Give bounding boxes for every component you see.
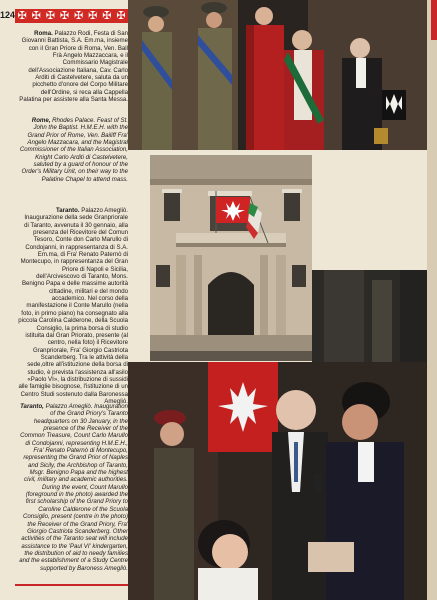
caption-text: Rhodes Palace. Feast of St. John the Baptist. H.M.E.H. with the Grand Prior of Rome, Ven. Bailiff Fra' Angelo Mazzacara, and the Magistral Commissioner of the Italian Association, Knight Carlo Arditi di Castelvetere, saluted by a guard of honour of the Order's Military Unit, on their way to the Palatine Chapel to attend mass. xyxy=(19,117,128,183)
maltese-cross-icon: ✠ xyxy=(59,10,70,22)
caption-taranto-en xyxy=(18,403,128,572)
maltese-cross-icon: ✠ xyxy=(45,10,55,22)
caption-taranto-it xyxy=(18,207,128,405)
maltese-cross-icon: ✠ xyxy=(73,10,84,22)
maltese-cross-icon: ✠ xyxy=(102,10,112,22)
caption-rome-en xyxy=(18,117,128,183)
photo-palazzo-facade xyxy=(150,155,312,361)
header-cross-band xyxy=(15,9,128,23)
caption-text: Palazzo Amegliò. Inaugurazione della sede Granpriorale di Taranto, avvenuta il 30 gennaio, alla presenza del Ricevitore del Comun Tesoro, Conte don Carlo Marullo di Condojanni, in rappresentanza di S.A. Em.ma, di Fra' Renato Paternò di Montecupo, in rappresentanza del Gran Priore di Napoli e Sicilia, dell'Arcivescovo di Taranto, Mons. Benigno Papa e delle massime autorità cittadine, militari e del mondo accademico. Nel corso della manifestazione il Conte Marullo (nella foto, in primo piano) ha consegnato alla piccola Carolina Calderone, della Scuola Consiglio, la prima borsa di studio istituita dal Gran Priorato, presente (al centro, nella foto) il Ricevitore Granpriorale, Fra' Giorgio Castriota Scanderberg. Tra le attività della sede,oltre all'istituzione della borsa di studio, è prevista l'assistenza all'asilo «Paolo VI», la distribuzione di sussidi alle famiglie bisognose, l'istituzione di un Centro Studi sostenuto dalla Baronessa Amegliò. xyxy=(18,207,128,405)
maltese-cross-icon: ✠ xyxy=(116,10,126,22)
maltese-cross-icon: ✠ xyxy=(17,10,27,22)
photo-taranto-ceremony xyxy=(128,362,427,600)
maltese-cross-icon: ✠ xyxy=(31,10,41,22)
caption-rome-it xyxy=(18,30,128,103)
caption-text: Palazzo Rodi, Festa di San Giovanni Battista, S.A. Em.ma, insieme con il Gran Priore di Roma, Ven. Ball Frà Angelo Mazzaccara, e il Commissario Magistrale dell'Associazione Italiana, Cav. Carlo Arditi di Castelvetere, saluta da un picchetto d'onore del Corpo Militare dell'Ordine, si reca alla Cappella Palatina per assistere alla Santa Messa. xyxy=(19,30,128,104)
caption-place: Roma. xyxy=(34,30,53,37)
page-edge xyxy=(427,0,437,600)
caption-place: Taranto. xyxy=(55,207,80,214)
caption-place: Rome, xyxy=(31,117,51,124)
photo-rome-ceremony xyxy=(128,0,427,150)
caption-place: Taranto, xyxy=(20,403,44,410)
caption-text: Palazzo Amegliò. Inauguration of the Grand Priory's Taranto headquarters on 30 January, in the presence of the Receiver of the Common Treasure, Count Carlo Marullo di Condojanni, representing H.M.E.H., Fra' Renato Paternò di Montecupo, representing the Grand Prior of Naples and Sicily, the Archbishop of Taranto, Msgr. Benigno Papa and the highest civil, military and academic authorities. During the event, Count Marullo (foreground in the photo) awarded the first scholarship of the Grand Priory to Caroline Calderone of the Scuola Consiglio, present (centre in the photo) the Receiver of the Grand Priory, Fra' Giorgio Castriota Scanderberg. Other activities of the Taranto seat will include assistance to the 'Paul VI' kindergarten, the distribution of aid to needy families and the establishment of a Study Centre supported by Baroness Amegliò. xyxy=(19,403,128,572)
photo-interior-right xyxy=(312,270,427,366)
page-edge-tab xyxy=(431,0,437,40)
page-number: 124 xyxy=(0,10,16,20)
maltese-cross-icon: ✠ xyxy=(88,10,98,22)
footer-rule xyxy=(15,584,128,586)
